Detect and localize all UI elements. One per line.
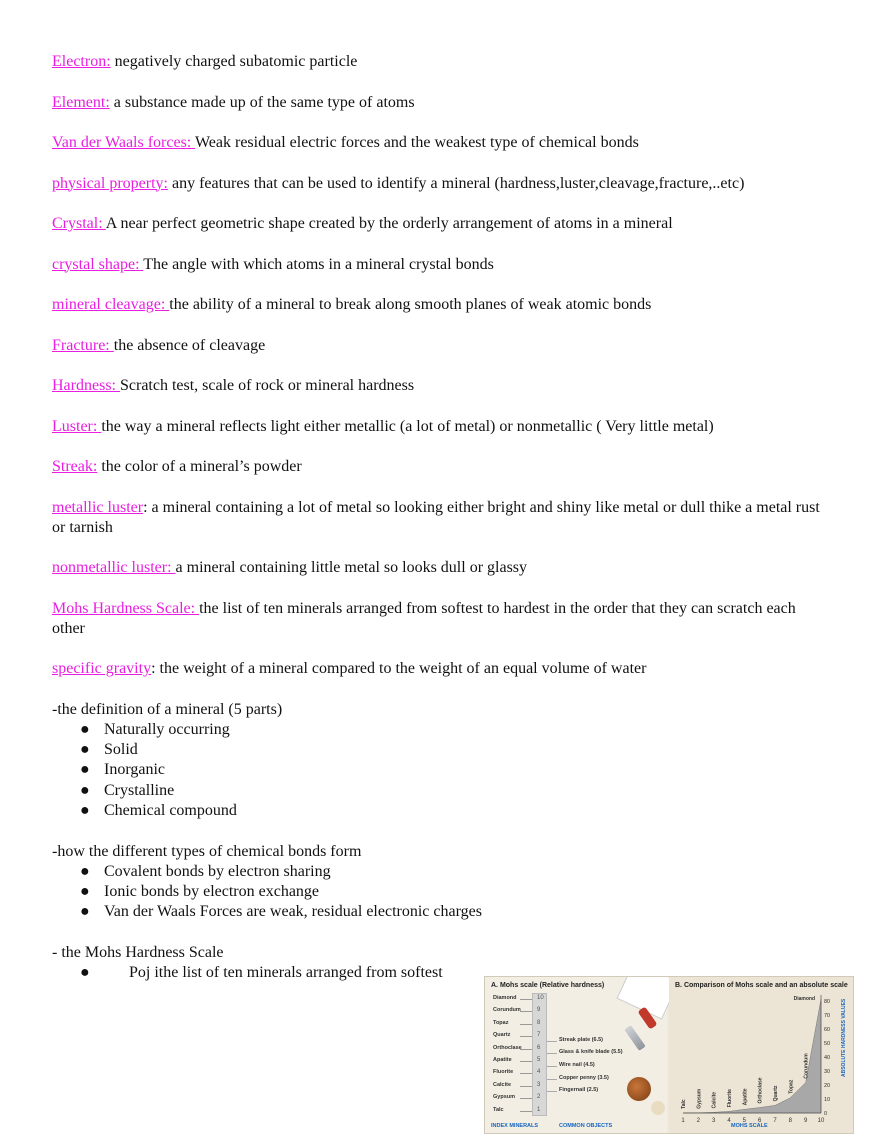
mineral-label: Calcite xyxy=(493,1081,512,1088)
definition xyxy=(52,133,832,153)
mineral-label: Talc xyxy=(493,1106,504,1113)
common-object-label: Copper penny (3.5) xyxy=(559,1075,609,1081)
list-item xyxy=(52,781,832,801)
mohs-tick-label: 8 xyxy=(788,1118,793,1124)
definition-text: the way a mineral reflects light either metallic (a lot of metal) or nonmetallic ( Very little metal) xyxy=(101,417,714,435)
common-object-label: Fingernail (2.5) xyxy=(559,1087,599,1093)
list-item-text: Solid xyxy=(104,741,138,759)
scale-number: 7 xyxy=(537,1032,541,1039)
definition xyxy=(52,457,832,477)
scale-number: 1 xyxy=(537,1106,541,1113)
mohs-relative-panel xyxy=(485,977,667,1133)
absolute-tick-label: 10 xyxy=(824,1097,831,1103)
definition xyxy=(52,295,832,315)
definition xyxy=(52,336,832,356)
list-item xyxy=(52,862,832,882)
copper-penny-image xyxy=(627,1077,651,1101)
absolute-tick-label: 70 xyxy=(824,1013,831,1019)
mineral-leader-line xyxy=(520,1086,532,1087)
bullet-icon: ● xyxy=(80,741,90,759)
chart-mineral-label: Gypsum xyxy=(696,1088,703,1109)
definition-text: the list of ten minerals arranged from softest to hardest in the order that they can scratch each other xyxy=(52,599,796,637)
definition xyxy=(52,498,832,538)
mineral-label: Topaz xyxy=(493,1019,509,1026)
definitions-list xyxy=(52,52,832,679)
definition xyxy=(52,174,832,194)
mineral-label: Corundum xyxy=(493,1007,521,1014)
chart-mineral-label: Fluorite xyxy=(727,1089,733,1108)
definition xyxy=(52,93,832,113)
absolute-axis-label: ABSOLUTE HARDNESS VALUES xyxy=(841,998,847,1077)
bullet-list xyxy=(52,720,832,821)
definition-term: Element: xyxy=(52,93,110,111)
definition-text: The angle with which atoms in a mineral crystal bonds xyxy=(143,255,494,273)
mineral-leader-line xyxy=(520,1111,532,1112)
mohs-tick-label: 4 xyxy=(727,1118,731,1124)
section-heading: -how the different types of chemical bonds form xyxy=(52,842,362,860)
list-item xyxy=(52,740,832,760)
mineral-leader-line xyxy=(520,1011,532,1012)
object-leader-line xyxy=(547,1079,557,1080)
list-item xyxy=(52,902,832,922)
absolute-tick-label: 80 xyxy=(824,999,831,1005)
definition-term: Luster: xyxy=(52,417,102,435)
mohs-tick-label: 1 xyxy=(681,1118,685,1124)
definition xyxy=(52,255,832,275)
mohs-scale-figure xyxy=(484,976,854,1134)
mineral-leader-line xyxy=(520,1098,532,1099)
mineral-label: Fluorite xyxy=(493,1069,514,1076)
absolute-tick-label: 50 xyxy=(824,1041,831,1047)
scale-number: 3 xyxy=(537,1081,541,1088)
mohs-tick-label: 9 xyxy=(803,1118,808,1124)
document-page xyxy=(52,52,832,1004)
bullet-list xyxy=(52,862,832,923)
definition-term: crystal shape: xyxy=(52,255,144,273)
object-leader-line xyxy=(547,1066,557,1067)
footer-common-objects: COMMON OBJECTS xyxy=(559,1123,613,1129)
definition-text: Weak residual electric forces and the weakest type of chemical bonds xyxy=(194,134,639,151)
absolute-tick-label: 60 xyxy=(824,1027,831,1033)
mineral-leader-line xyxy=(520,1061,532,1062)
bullet-icon: ● xyxy=(80,720,90,738)
mineral-leader-line xyxy=(520,1024,532,1025)
definition-text: Scratch test, scale of rock or mineral hardness xyxy=(119,377,415,394)
definition-term: Mohs Hardness Scale: xyxy=(52,599,200,617)
panel-a-title: A. Mohs scale (Relative hardness) xyxy=(491,982,605,989)
chart-mineral-label: Apatite xyxy=(742,1088,749,1106)
definition xyxy=(52,52,832,72)
list-item-text: Crystalline xyxy=(104,781,175,799)
definition-term: Electron: xyxy=(52,53,111,70)
definition xyxy=(52,214,832,234)
definition xyxy=(52,599,832,639)
scale-number: 2 xyxy=(537,1094,541,1101)
definition-term: Van der Waals forces: xyxy=(52,134,195,151)
fingernail-image xyxy=(651,1101,665,1115)
bullet-icon: ● xyxy=(80,903,90,921)
list-item-text: Ionic bonds by electron exchange xyxy=(104,883,320,901)
definition-text: : a mineral containing a lot of metal so looking either bright and shiny like metal or dull thike a metal rust or tarnish xyxy=(52,498,820,536)
bullet-icon: ● xyxy=(80,964,90,982)
section-heading: - the Mohs Hardness Scale xyxy=(52,944,224,962)
absolute-tick-label: 20 xyxy=(824,1083,831,1089)
definition xyxy=(52,376,832,396)
list-item xyxy=(52,760,832,780)
definition-term: Fracture: xyxy=(52,336,114,354)
mineral-label: Orthoclase xyxy=(493,1044,522,1051)
sections-list xyxy=(52,700,832,984)
definition xyxy=(52,417,832,437)
bullet-icon: ● xyxy=(80,883,90,901)
definition-text: a substance made up of the same type of atoms xyxy=(109,93,415,111)
object-leader-line xyxy=(547,1041,557,1042)
mineral-label: Gypsum xyxy=(493,1094,516,1101)
panel-b-title: B. Comparison of Mohs scale and an absolute scale xyxy=(675,982,848,989)
absolute-hardness-area xyxy=(683,999,821,1113)
definition-term: specific gravity xyxy=(52,660,152,677)
definition-text: the color of a mineral’s powder xyxy=(97,458,302,475)
mohs-tick-label: 3 xyxy=(711,1118,716,1124)
chart-mineral-label: Corundum xyxy=(803,1053,810,1079)
mineral-leader-line xyxy=(520,1049,532,1050)
mohs-tick-label: 10 xyxy=(817,1118,825,1124)
list-item-text: Naturally occurring xyxy=(104,720,230,738)
footer-mohs-scale: MOHS SCALE xyxy=(731,1123,768,1129)
list-item-text: Poj ithe list of ten minerals arranged from softest xyxy=(129,964,443,982)
definition-term: Crystal: xyxy=(52,215,106,232)
scale-number: 4 xyxy=(537,1069,541,1076)
object-leader-line xyxy=(547,1091,557,1092)
chart-mineral-label: Quartz xyxy=(773,1085,779,1102)
chart-mineral-label: Talc xyxy=(681,1099,687,1109)
definition-term: Hardness: xyxy=(52,377,120,394)
bullet-icon: ● xyxy=(80,862,90,880)
scale-number: 5 xyxy=(537,1057,541,1063)
list-item-text: Van der Waals Forces are weak, residual electronic charges xyxy=(104,903,482,921)
mineral-leader-line xyxy=(520,1036,532,1037)
definition-term: physical property: xyxy=(52,174,168,192)
mineral-label: Quartz xyxy=(493,1032,511,1039)
scale-number: 9 xyxy=(537,1007,541,1014)
definition-term: nonmetallic luster: xyxy=(52,559,176,576)
footer-index-minerals: INDEX MINERALS xyxy=(491,1123,539,1129)
chart-mineral-label: Calcite xyxy=(711,1091,718,1109)
list-item-text: Covalent bonds by electron sharing xyxy=(104,862,331,880)
definition-term: Streak: xyxy=(52,458,98,475)
list-item xyxy=(52,882,832,902)
definition-text: a mineral containing little metal so looks dull or glassy xyxy=(175,559,528,576)
knife-blade-image xyxy=(624,1025,645,1051)
definition-text: A near perfect geometric shape created by the orderly arrangement of atoms in a mineral xyxy=(105,215,673,232)
definition-text: negatively charged subatomic particle xyxy=(110,53,358,70)
definition-text: the ability of a mineral to break along smooth planes of weak atomic bonds xyxy=(169,296,652,313)
absolute-tick-label: 30 xyxy=(824,1069,831,1075)
definition xyxy=(52,558,832,578)
absolute-scale-panel xyxy=(669,977,853,1133)
diamond-label: Diamond xyxy=(793,996,815,1002)
common-object-label: Glass & knife blade (5.5) xyxy=(559,1049,623,1055)
bullet-icon: ● xyxy=(80,761,90,779)
mineral-label: Apatite xyxy=(493,1057,512,1063)
mohs-tick-label: 2 xyxy=(696,1118,701,1124)
definition-term: metallic luster xyxy=(52,498,144,516)
definition-term: mineral cleavage: xyxy=(52,296,170,313)
section-heading: -the definition of a mineral (5 parts) xyxy=(52,700,283,718)
scale-number: 8 xyxy=(537,1019,541,1026)
list-item-text: Inorganic xyxy=(104,761,166,779)
mineral-leader-line xyxy=(520,1073,532,1074)
definition-text: any features that can be used to identify a mineral (hardness,luster,cleavage,fracture,..etc) xyxy=(167,174,745,192)
mohs-tick-label: 6 xyxy=(757,1118,762,1124)
mohs-tick-label: 7 xyxy=(773,1118,777,1124)
common-object-label: Wire nail (4.5) xyxy=(559,1062,595,1068)
absolute-tick-label: 40 xyxy=(824,1055,831,1061)
common-object-label: Streak plate (6.5) xyxy=(559,1037,604,1043)
scale-number: 6 xyxy=(537,1044,541,1051)
definition-text: : the weight of a mineral compared to the weight of an equal volume of water xyxy=(151,660,647,677)
list-item xyxy=(52,720,832,740)
object-leader-line xyxy=(547,1053,557,1054)
chart-mineral-label: Topaz xyxy=(788,1079,795,1094)
bullet-icon: ● xyxy=(80,781,90,799)
absolute-hardness-chart xyxy=(669,977,853,1133)
absolute-tick-label: 0 xyxy=(824,1111,828,1117)
bullet-icon: ● xyxy=(80,801,90,819)
mineral-label: Diamond xyxy=(493,995,517,1001)
definition xyxy=(52,659,832,679)
chart-mineral-label: Orthoclase xyxy=(757,1077,764,1104)
mineral-leader-line xyxy=(520,999,532,1000)
list-item-text: Chemical compound xyxy=(104,801,237,819)
definition-text: the absence of cleavage xyxy=(113,336,266,354)
mohs-tick-label: 5 xyxy=(742,1118,747,1124)
scale-number: 10 xyxy=(537,995,544,1001)
list-item xyxy=(52,801,832,821)
